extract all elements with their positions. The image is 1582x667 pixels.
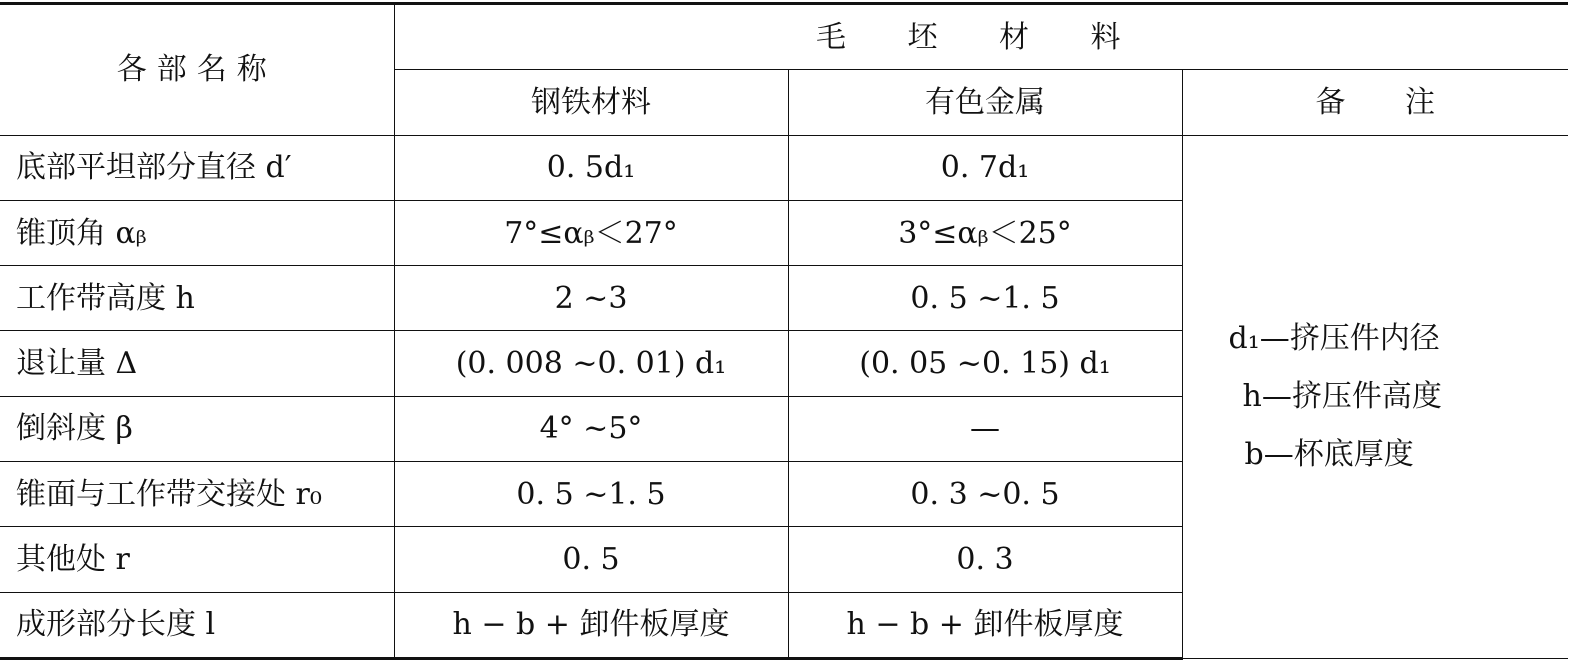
row-label: 锥面与工作带交接处 r₀ bbox=[0, 462, 394, 527]
cell-nonferrous: 0. 3 bbox=[788, 527, 1182, 592]
column-header-remarks: 备 注 bbox=[1182, 70, 1568, 135]
row-label: 其他处 r bbox=[0, 527, 394, 592]
cell-steel: 2 ~3 bbox=[394, 266, 788, 331]
remark-line: b—杯底厚度 bbox=[1244, 436, 1414, 472]
cell-steel: (0. 008 ~0. 01) d₁ bbox=[394, 331, 788, 396]
row-label: 锥顶角 αᵦ bbox=[0, 200, 394, 265]
column-header-nonferrous: 有色金属 bbox=[788, 70, 1182, 135]
cell-steel: h − b + 卸件板厚度 bbox=[394, 592, 788, 658]
row-label: 退让量 Δ bbox=[0, 331, 394, 396]
cell-nonferrous: 0. 7d₁ bbox=[788, 135, 1182, 200]
row-label: 倒斜度 β bbox=[0, 396, 394, 461]
cell-steel: 0. 5 ~1. 5 bbox=[394, 462, 788, 527]
row-label: 成形部分长度 l bbox=[0, 592, 394, 658]
column-group-header-blank-material: 毛 坯 材 料 bbox=[394, 4, 1568, 70]
cell-nonferrous: — bbox=[788, 396, 1182, 461]
row-label: 工作带高度 h bbox=[0, 266, 394, 331]
column-header-part-name: 各部名称 bbox=[0, 4, 394, 136]
remark-line: d₁—挤压件内径 bbox=[1228, 320, 1440, 356]
cell-steel: 7°≤αᵦ＜27° bbox=[394, 200, 788, 265]
row-label: 底部平坦部分直径 d′ bbox=[0, 135, 394, 200]
remarks-cell bbox=[1182, 135, 1568, 658]
header-row-1 bbox=[0, 4, 1568, 70]
die-dimension-table bbox=[0, 2, 1568, 660]
cell-nonferrous: (0. 05 ~0. 15) d₁ bbox=[788, 331, 1182, 396]
cell-steel: 0. 5 bbox=[394, 527, 788, 592]
cell-nonferrous: h − b + 卸件板厚度 bbox=[788, 592, 1182, 658]
cell-steel: 0. 5d₁ bbox=[394, 135, 788, 200]
cell-steel: 4° ~5° bbox=[394, 396, 788, 461]
remark-line: h—挤压件高度 bbox=[1242, 378, 1442, 414]
cell-nonferrous: 0. 3 ~0. 5 bbox=[788, 462, 1182, 527]
cell-nonferrous: 0. 5 ~1. 5 bbox=[788, 266, 1182, 331]
cell-nonferrous: 3°≤αᵦ＜25° bbox=[788, 200, 1182, 265]
table-row bbox=[0, 135, 1568, 200]
column-header-steel: 钢铁材料 bbox=[394, 70, 788, 135]
